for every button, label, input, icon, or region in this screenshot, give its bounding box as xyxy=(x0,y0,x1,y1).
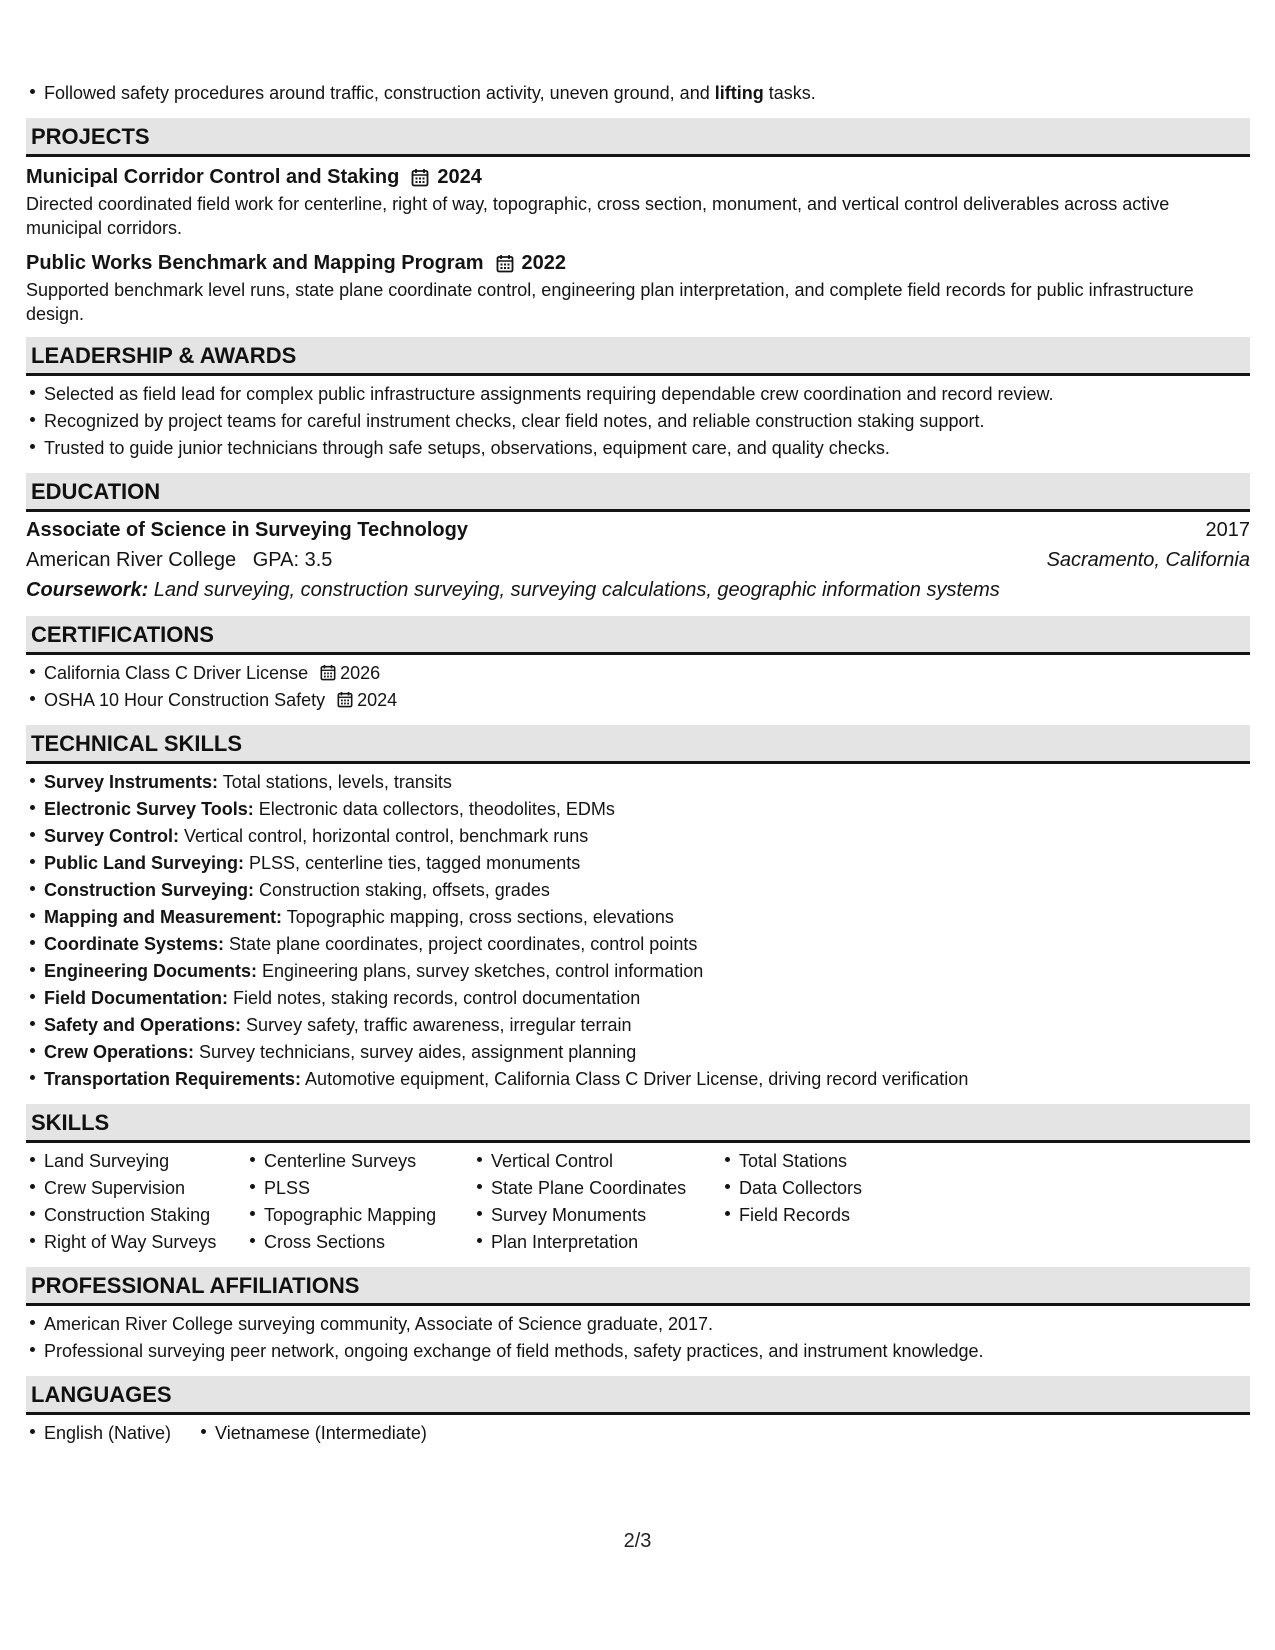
page-number: 2/3 xyxy=(623,1530,652,1552)
graduation-year: 2017 xyxy=(1205,519,1250,541)
list-item: Transportation Requirements: Automotive equipment, California Class C Driver License, driving record verification xyxy=(44,1066,1250,1093)
section-heading: EDUCATION xyxy=(26,473,1250,512)
list-item: Engineering Documents: Engineering plans, survey sketches, control information xyxy=(44,958,1250,985)
skills-section xyxy=(26,1104,1250,1256)
list-item: Data Collectors xyxy=(739,1175,862,1202)
list-item: Electronic Survey Tools: Electronic data collectors, theodolites, EDMs xyxy=(44,796,1250,823)
calendar-icon xyxy=(496,254,514,273)
leadership-section xyxy=(26,337,1250,462)
list-item: PLSS xyxy=(264,1175,473,1202)
school-location: Sacramento, California xyxy=(1046,549,1250,571)
list-item: Survey Monuments xyxy=(491,1202,721,1229)
list-item: Professional surveying peer network, ongoing exchange of field methods, safety practices, and instrument knowledge. xyxy=(44,1338,1250,1365)
project-year: 2024 xyxy=(437,166,482,188)
list-item: Topographic Mapping xyxy=(264,1202,473,1229)
list-item: Plan Interpretation xyxy=(491,1229,721,1256)
project-title: Municipal Corridor Control and Staking xyxy=(26,166,400,188)
list-item: English (Native) xyxy=(44,1420,171,1447)
list-item: State Plane Coordinates xyxy=(491,1175,721,1202)
languages-section xyxy=(26,1376,1250,1447)
projects-section xyxy=(26,118,1250,326)
skills-column xyxy=(473,1148,721,1256)
list-item: Survey Instruments: Total stations, levels, transits xyxy=(44,769,1250,796)
calendar-icon xyxy=(411,168,429,187)
list-item: Coordinate Systems: State plane coordinates, project coordinates, control points xyxy=(44,931,1250,958)
list-item: Recognized by project teams for careful instrument checks, clear field notes, and reliable construction staking support. xyxy=(44,408,1250,435)
technical-skills-section xyxy=(26,725,1250,1093)
section-heading: PROFESSIONAL AFFILIATIONS xyxy=(26,1267,1250,1306)
school-gpa: American River College GPA: 3.5 xyxy=(26,549,333,571)
list-item: Survey Control: Vertical control, horizontal control, benchmark runs xyxy=(44,823,1250,850)
project-title: Public Works Benchmark and Mapping Program xyxy=(26,252,484,274)
experience-bullets xyxy=(26,80,1250,107)
degree-title: Associate of Science in Surveying Technology xyxy=(26,519,468,541)
affiliations-section xyxy=(26,1267,1250,1365)
list-item: Cross Sections xyxy=(264,1229,473,1256)
list-item: Followed safety procedures around traffic, construction activity, uneven ground, and lifting tasks. xyxy=(44,80,1250,107)
section-heading: CERTIFICATIONS xyxy=(26,616,1250,655)
section-heading: TECHNICAL SKILLS xyxy=(26,725,1250,764)
list-item: Field Records xyxy=(739,1202,862,1229)
list-item: American River College surveying community, Associate of Science graduate, 2017. xyxy=(44,1311,1250,1338)
section-heading: LEADERSHIP & AWARDS xyxy=(26,337,1250,376)
section-heading: PROJECTS xyxy=(26,118,1250,157)
list-item: Safety and Operations: Survey safety, traffic awareness, irregular terrain xyxy=(44,1012,1250,1039)
skills-column xyxy=(721,1148,862,1256)
calendar-icon xyxy=(320,664,336,681)
list-item: Trusted to guide junior technicians through safe setups, observations, equipment care, and quality checks. xyxy=(44,435,1250,462)
resume-page xyxy=(26,0,1250,1447)
project-year: 2022 xyxy=(521,252,566,274)
education-section xyxy=(26,473,1250,605)
list-item: Selected as field lead for complex public infrastructure assignments requiring dependable crew coordination and record review. xyxy=(44,381,1250,408)
list-item: Construction Surveying: Construction staking, offsets, grades xyxy=(44,877,1250,904)
list-item: Centerline Surveys xyxy=(264,1148,473,1175)
project-item xyxy=(26,248,1250,326)
skills-column xyxy=(26,1148,246,1256)
list-item: OSHA 10 Hour Construction Safety 2024 xyxy=(44,687,1250,714)
list-item: Mapping and Measurement: Topographic mapping, cross sections, elevations xyxy=(44,904,1250,931)
list-item: Total Stations xyxy=(739,1148,862,1175)
coursework: Coursework: Land surveying, construction surveying, surveying calculations, geographic information systems xyxy=(26,579,1000,601)
list-item: Construction Staking xyxy=(44,1202,246,1229)
calendar-icon xyxy=(337,691,353,708)
list-item: Crew Supervision xyxy=(44,1175,246,1202)
list-item: Public Land Surveying: PLSS, centerline ties, tagged monuments xyxy=(44,850,1250,877)
certifications-section xyxy=(26,616,1250,714)
section-heading: LANGUAGES xyxy=(26,1376,1250,1415)
list-item: Crew Operations: Survey technicians, survey aides, assignment planning xyxy=(44,1039,1250,1066)
section-heading: SKILLS xyxy=(26,1104,1250,1143)
list-item: Land Surveying xyxy=(44,1148,246,1175)
skills-column xyxy=(246,1148,473,1256)
list-item: Field Documentation: Field notes, staking records, control documentation xyxy=(44,985,1250,1012)
list-item: California Class C Driver License 2026 xyxy=(44,660,1250,687)
list-item: Right of Way Surveys xyxy=(44,1229,246,1256)
list-item: Vietnamese (Intermediate) xyxy=(215,1420,427,1447)
project-item xyxy=(26,162,1250,240)
project-description: Supported benchmark level runs, state plane coordinate control, engineering plan interpretation, and complete field records for public infrastructure design. xyxy=(26,280,1194,324)
project-description: Directed coordinated field work for centerline, right of way, topographic, cross section, monument, and vertical control deliverables across active municipal corridors. xyxy=(26,194,1170,238)
list-item: Vertical Control xyxy=(491,1148,721,1175)
